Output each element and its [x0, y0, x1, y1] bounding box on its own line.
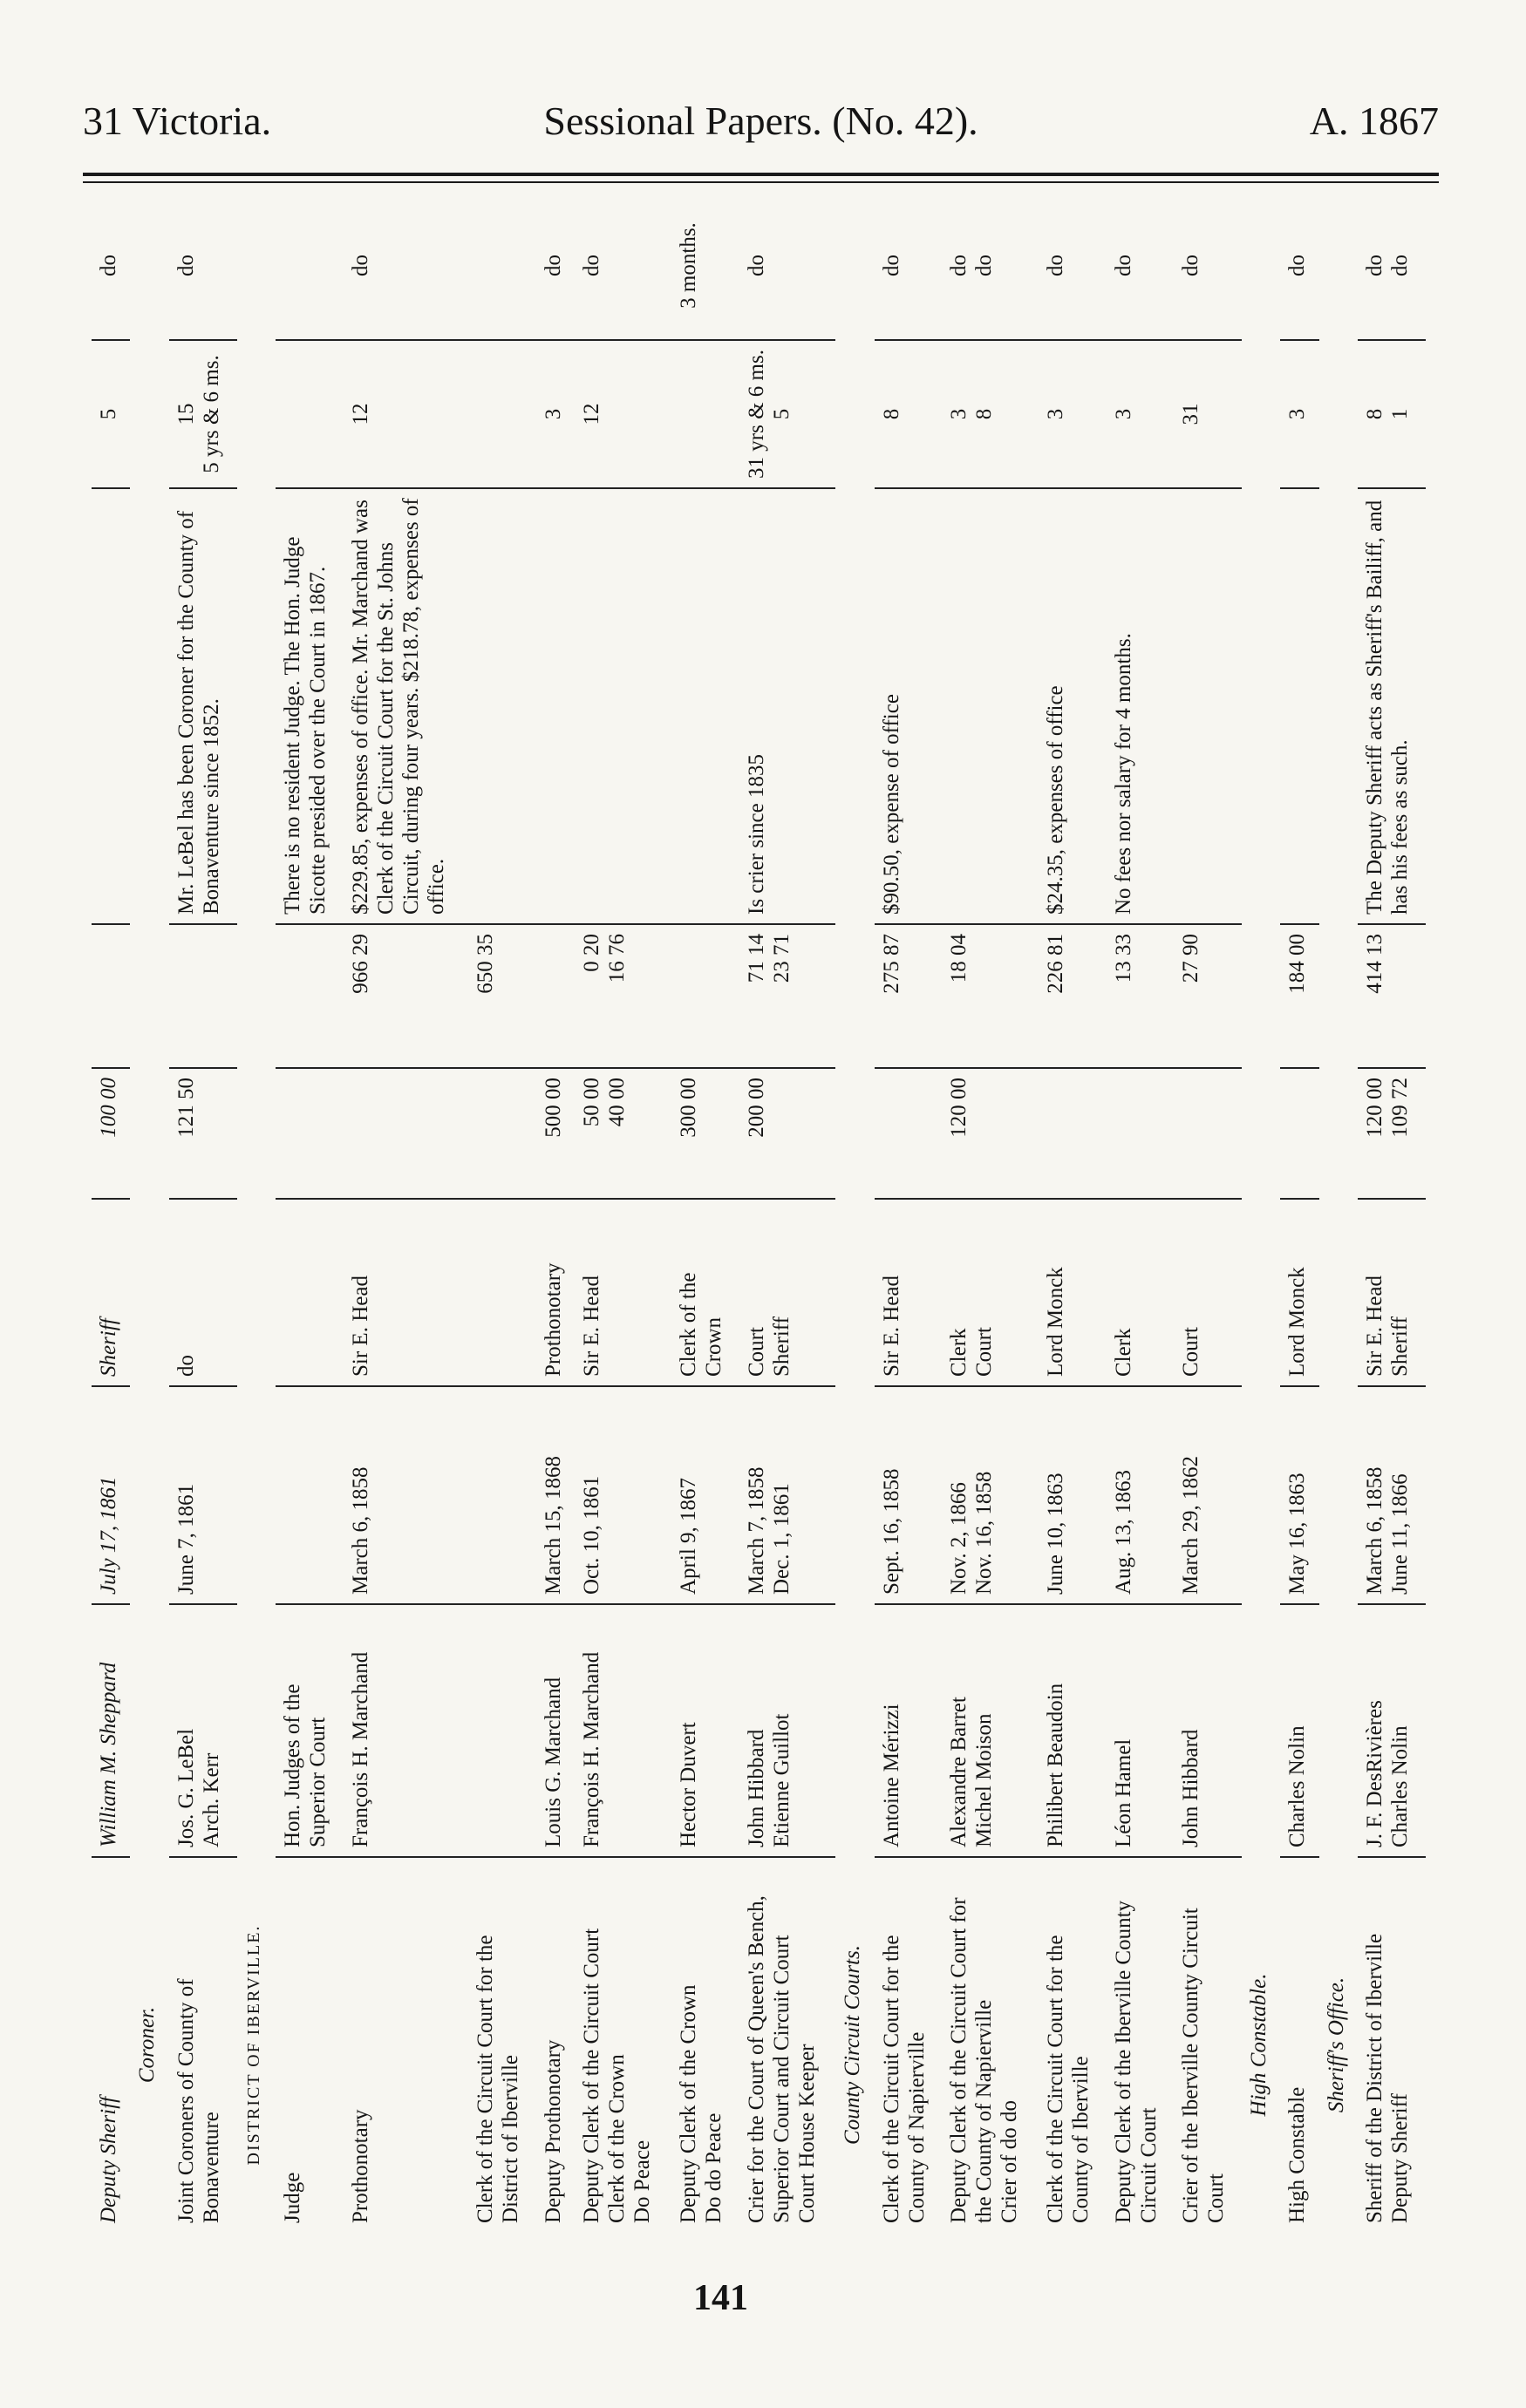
cell-fees — [169, 924, 237, 1068]
cell-remarks — [942, 488, 1039, 924]
cell-years: 31 — [1174, 340, 1242, 488]
section-heading-spacer — [835, 1199, 874, 1386]
cell-name: Jos. G. LeBel Arch. Kerr — [169, 1604, 237, 1857]
section-heading-spacer — [130, 1604, 168, 1857]
cell-service: do — [1107, 192, 1175, 340]
table-row — [1358, 192, 1426, 2232]
cell-appointed-by: Sheriff — [92, 1199, 130, 1386]
cell-appointed-by: Prothonotary — [536, 1199, 575, 1386]
section-heading: Coroner. — [135, 2006, 160, 2084]
cell-name: William M. Sheppard — [92, 1604, 130, 1857]
section-heading-spacer — [237, 1068, 276, 1199]
header-rule-thin — [83, 181, 1439, 183]
cell-office: Clerk of the Circuit Court for the County of Napierville — [879, 1935, 929, 2223]
cell-office: Deputy Clerk of the Circuit Court for the County of Napierville Crier of do do — [947, 1897, 1022, 2223]
section-heading-spacer — [1242, 340, 1280, 488]
section-heading: Sheriff's Office. — [1324, 1976, 1348, 2113]
cell-salary — [1039, 1068, 1107, 1199]
section-heading-row — [835, 192, 874, 2232]
cell-fees — [671, 924, 739, 1068]
cell-remarks — [468, 488, 536, 924]
section-heading-spacer — [1242, 1068, 1280, 1199]
cell-years: 8 — [875, 340, 943, 488]
cell-date: Nov. 2, 1866 Nov. 16, 1858 — [942, 1386, 1039, 1604]
cell-date: June 10, 1863 — [1039, 1386, 1107, 1604]
section-heading-spacer — [130, 340, 168, 488]
cell-service: do do — [1358, 192, 1426, 340]
cell-name: François H. Marchand — [575, 1604, 671, 1857]
cell-years: 3 8 — [942, 340, 1039, 488]
section-heading-spacer — [1319, 340, 1358, 488]
table-row — [671, 192, 739, 2232]
cell-fees — [276, 924, 344, 1068]
cell-remarks — [671, 488, 739, 924]
cell-name: Louis G. Marchand — [536, 1604, 575, 1857]
cell-remarks: $229.85, expenses of office. Mr. Marchand was Clerk of the Circuit Court for the St. Johns Circuit, during four years. $218.78, expenses of office. — [344, 488, 469, 924]
cell-salary: 300 00 — [671, 1068, 739, 1199]
cell-service: do — [875, 192, 943, 340]
cell-fees: 18 04 — [942, 924, 1039, 1068]
cell-salary — [875, 1068, 943, 1199]
cell-office: Deputy Clerk of the Crown Do do Peace — [677, 1984, 726, 2223]
cell-service: do — [344, 192, 469, 340]
cell-fees: 414 13 — [1358, 924, 1426, 1068]
cell-service — [468, 192, 536, 340]
cell-remarks: The Deputy Sheriff acts as Sheriff's Bailiff, and has his fees as such. — [1358, 488, 1426, 924]
section-heading-spacer — [130, 192, 168, 340]
cell-appointed-by: Sir E. Head — [344, 1199, 469, 1386]
cell-appointed-by: Sir E. Head Sheriff — [1358, 1199, 1426, 1386]
section-heading-spacer — [237, 1386, 276, 1604]
cell-fees: 184 00 — [1280, 924, 1318, 1068]
rotated-table-wrapper — [92, 192, 1426, 2232]
cell-appointed-by: Clerk — [1107, 1199, 1175, 1386]
cell-years — [671, 340, 739, 488]
cell-remarks: No fees nor salary for 4 months. — [1107, 488, 1175, 924]
cell-salary: 100 00 — [92, 1068, 130, 1199]
cell-remarks: There is no resident Judge. The Hon. Judge Sicotte presided over the Court in 1867. — [276, 488, 344, 924]
cell-service: do do — [942, 192, 1039, 340]
section-heading-spacer — [1319, 1068, 1358, 1199]
cell-name: Antoine Mérizzi — [875, 1604, 943, 1857]
cell-name — [468, 1604, 536, 1857]
section-heading-spacer — [835, 1386, 874, 1604]
table-row — [1107, 192, 1175, 2232]
cell-remarks: Mr. LeBel has been Coroner for the County of Bonaventure since 1852. — [169, 488, 237, 924]
cell-name: François H. Marchand — [344, 1604, 469, 1857]
section-heading-spacer — [835, 1068, 874, 1199]
cell-remarks: $24.35, expenses of office — [1039, 488, 1107, 924]
section-heading-spacer — [1319, 488, 1358, 924]
cell-name: Hon. Judges of the Superior Court — [276, 1604, 344, 1857]
cell-date: May 16, 1863 — [1280, 1386, 1318, 1604]
cell-remarks — [536, 488, 575, 924]
cell-service: do — [739, 192, 836, 340]
cell-date: Oct. 10, 1861 — [575, 1386, 671, 1604]
cell-office: Deputy Clerk of the Iberville County Circuit Court — [1111, 1900, 1161, 2223]
section-heading-spacer — [835, 924, 874, 1068]
section-heading-spacer — [1319, 192, 1358, 340]
cell-years: 8 1 — [1358, 340, 1426, 488]
cell-service: do — [169, 192, 237, 340]
cell-office: Deputy Prothonotary — [541, 2039, 565, 2223]
section-heading-spacer — [835, 340, 874, 488]
cell-fees: 650 35 — [468, 924, 536, 1068]
cell-years: 3 — [1280, 340, 1318, 488]
section-heading-spacer — [237, 340, 276, 488]
table-row — [1174, 192, 1242, 2232]
cell-years: 15 5 yrs & 6 ms. — [169, 340, 237, 488]
cell-salary: 200 00 — [739, 1068, 836, 1199]
cell-salary — [276, 1068, 344, 1199]
cell-appointed-by: Sir E. Head — [575, 1199, 671, 1386]
section-heading-spacer — [1242, 1199, 1280, 1386]
cell-remarks — [1280, 488, 1318, 924]
cell-fees: 0 20 16 76 — [575, 924, 671, 1068]
section-heading-spacer — [835, 1604, 874, 1857]
cell-appointed-by: Clerk Court — [942, 1199, 1039, 1386]
cell-service — [276, 192, 344, 340]
cell-date: Aug. 13, 1863 — [1107, 1386, 1175, 1604]
cell-salary — [1107, 1068, 1175, 1199]
section-heading-spacer — [130, 1386, 168, 1604]
header-rule — [83, 173, 1439, 176]
cell-years: 3 — [1039, 340, 1107, 488]
cell-name: Hector Duvert — [671, 1604, 739, 1857]
cell-salary: 120 00 — [942, 1068, 1039, 1199]
cell-service: do — [575, 192, 671, 340]
officers-table — [92, 192, 1426, 2232]
cell-name: Charles Nolin — [1280, 1604, 1318, 1857]
section-heading: High Constable. — [1246, 1973, 1271, 2117]
table-row — [1280, 192, 1318, 2232]
section-heading: County Circuit Courts. — [841, 1945, 865, 2145]
cell-service: do — [92, 192, 130, 340]
cell-appointed-by: Court Sheriff — [739, 1199, 836, 1386]
table-row — [875, 192, 943, 2232]
cell-fees: 71 14 23 71 — [739, 924, 836, 1068]
cell-date: July 17, 1861 — [92, 1386, 130, 1604]
cell-office: Judge — [281, 2172, 305, 2223]
section-heading-spacer — [1242, 192, 1280, 340]
table-row — [92, 192, 130, 2232]
cell-fees: 27 90 — [1174, 924, 1242, 1068]
cell-name: John Hibbard Etienne Guillot — [739, 1604, 836, 1857]
cell-date: March 6, 1858 — [344, 1386, 469, 1604]
cell-office: Crier of the Iberville County Circuit Court — [1179, 1908, 1229, 2223]
table-row — [536, 192, 575, 2232]
section-heading-spacer — [835, 488, 874, 924]
cell-appointed-by: Lord Monck — [1280, 1199, 1318, 1386]
cell-remarks — [575, 488, 671, 924]
cell-appointed-by: Sir E. Head — [875, 1199, 943, 1386]
cell-service: 3 months. — [671, 192, 739, 340]
header-year: A. 1867 — [1309, 99, 1439, 143]
cell-office: Deputy Clerk of the Circuit Court Clerk of the Crown Do Peace — [580, 1928, 655, 2223]
cell-salary — [1174, 1068, 1242, 1199]
cell-office: Prothonotary — [348, 2109, 372, 2223]
cell-fees: 275 87 — [875, 924, 943, 1068]
section-heading-spacer — [1242, 1386, 1280, 1604]
cell-appointed-by: Court — [1174, 1199, 1242, 1386]
page-number: 141 — [693, 2278, 748, 2318]
cell-date: March 15, 1868 — [536, 1386, 575, 1604]
cell-date: March 7, 1858 Dec. 1, 1861 — [739, 1386, 836, 1604]
cell-service: do — [1280, 192, 1318, 340]
page-header — [83, 91, 1439, 152]
header-session: 31 Victoria. — [83, 99, 272, 143]
section-heading-spacer — [237, 1604, 276, 1857]
cell-name: John Hibbard — [1174, 1604, 1242, 1857]
cell-remarks: $90.50, expense of office — [875, 488, 943, 924]
section-heading: DISTRICT OF IBERVILLE. — [243, 1924, 263, 2166]
cell-remarks — [1174, 488, 1242, 924]
cell-office: Deputy Sheriff — [97, 2096, 120, 2223]
section-heading-spacer — [130, 1199, 168, 1386]
cell-salary — [468, 1068, 536, 1199]
cell-appointed-by: Lord Monck — [1039, 1199, 1107, 1386]
table-row — [344, 192, 469, 2232]
cell-salary: 500 00 — [536, 1068, 575, 1199]
header-title: Sessional Papers. (No. 42). — [543, 99, 978, 143]
table-row — [169, 192, 237, 2232]
cell-date: March 29, 1862 — [1174, 1386, 1242, 1604]
cell-years — [276, 340, 344, 488]
cell-salary: 50 00 40 00 — [575, 1068, 671, 1199]
cell-years: 12 — [344, 340, 469, 488]
cell-office: Joint Coroners of County of Bonaventure — [174, 1978, 223, 2223]
section-heading-spacer — [237, 1199, 276, 1386]
section-heading-spacer — [237, 924, 276, 1068]
cell-salary — [1280, 1068, 1318, 1199]
cell-service: do — [1174, 192, 1242, 340]
section-heading-spacer — [130, 1068, 168, 1199]
cell-office: Crier for the Court of Queen's Bench, Superior Court and Circuit Court Court House Keeper — [744, 1895, 819, 2223]
section-heading-spacer — [1242, 1604, 1280, 1857]
cell-years: 3 — [536, 340, 575, 488]
cell-salary — [344, 1068, 469, 1199]
cell-years — [468, 340, 536, 488]
cell-remarks: Is crier since 1835 — [739, 488, 836, 924]
cell-service: do — [1039, 192, 1107, 340]
cell-appointed-by: Clerk of the Crown — [671, 1199, 739, 1386]
table-row — [942, 192, 1039, 2232]
section-heading-spacer — [1319, 1604, 1358, 1857]
cell-service: do — [536, 192, 575, 340]
cell-office: Clerk of the Circuit Court for the District of Iberville — [473, 1935, 523, 2223]
cell-salary: 120 00 109 72 — [1358, 1068, 1426, 1199]
section-heading-spacer — [1242, 924, 1280, 1068]
cell-office: High Constable — [1285, 2086, 1310, 2223]
table-row — [1039, 192, 1107, 2232]
cell-years: 3 — [1107, 340, 1175, 488]
cell-name: Philibert Beaudoin — [1039, 1604, 1107, 1857]
cell-fees: 13 33 — [1107, 924, 1175, 1068]
section-heading-spacer — [835, 192, 874, 340]
cell-fees — [536, 924, 575, 1068]
cell-name: Léon Hamel — [1107, 1604, 1175, 1857]
table-row — [276, 192, 344, 2232]
cell-appointed-by — [468, 1199, 536, 1386]
cell-remarks — [92, 488, 130, 924]
cell-name: J. F. DesRivières Charles Nolin — [1358, 1604, 1426, 1857]
cell-years: 31 yrs & 6 ms. 5 — [739, 340, 836, 488]
table-body — [92, 192, 1426, 2232]
section-heading-spacer — [237, 192, 276, 340]
cell-years: 12 — [575, 340, 671, 488]
cell-date: April 9, 1867 — [671, 1386, 739, 1604]
cell-date — [276, 1386, 344, 1604]
section-heading-spacer — [1242, 488, 1280, 924]
section-heading-row — [237, 192, 276, 2232]
section-heading-spacer — [1319, 924, 1358, 1068]
cell-office: Clerk of the Circuit Court for the County of Iberville — [1044, 1935, 1093, 2223]
cell-date: June 7, 1861 — [169, 1386, 237, 1604]
cell-fees — [92, 924, 130, 1068]
cell-date: March 6, 1858 June 11, 1866 — [1358, 1386, 1426, 1604]
cell-office: Sheriff of the District of Iberville Deputy Sheriff — [1363, 1933, 1413, 2223]
table-row — [739, 192, 836, 2232]
section-heading-row — [1242, 192, 1280, 2232]
cell-fees: 966 29 — [344, 924, 469, 1068]
cell-appointed-by — [276, 1199, 344, 1386]
section-heading-spacer — [130, 488, 168, 924]
cell-date: Sept. 16, 1858 — [875, 1386, 943, 1604]
table-row — [575, 192, 671, 2232]
cell-name: Alexandre Barret Michel Moison — [942, 1604, 1039, 1857]
section-heading-spacer — [1319, 1386, 1358, 1604]
section-heading-spacer — [237, 488, 276, 924]
cell-appointed-by: do — [169, 1199, 237, 1386]
section-heading-spacer — [130, 924, 168, 1068]
cell-salary: 121 50 — [169, 1068, 237, 1199]
section-heading-row — [1319, 192, 1358, 2232]
cell-years: 5 — [92, 340, 130, 488]
section-heading-row — [130, 192, 168, 2232]
section-heading-spacer — [1319, 1199, 1358, 1386]
cell-date — [468, 1386, 536, 1604]
cell-fees: 226 81 — [1039, 924, 1107, 1068]
table-row — [468, 192, 536, 2232]
